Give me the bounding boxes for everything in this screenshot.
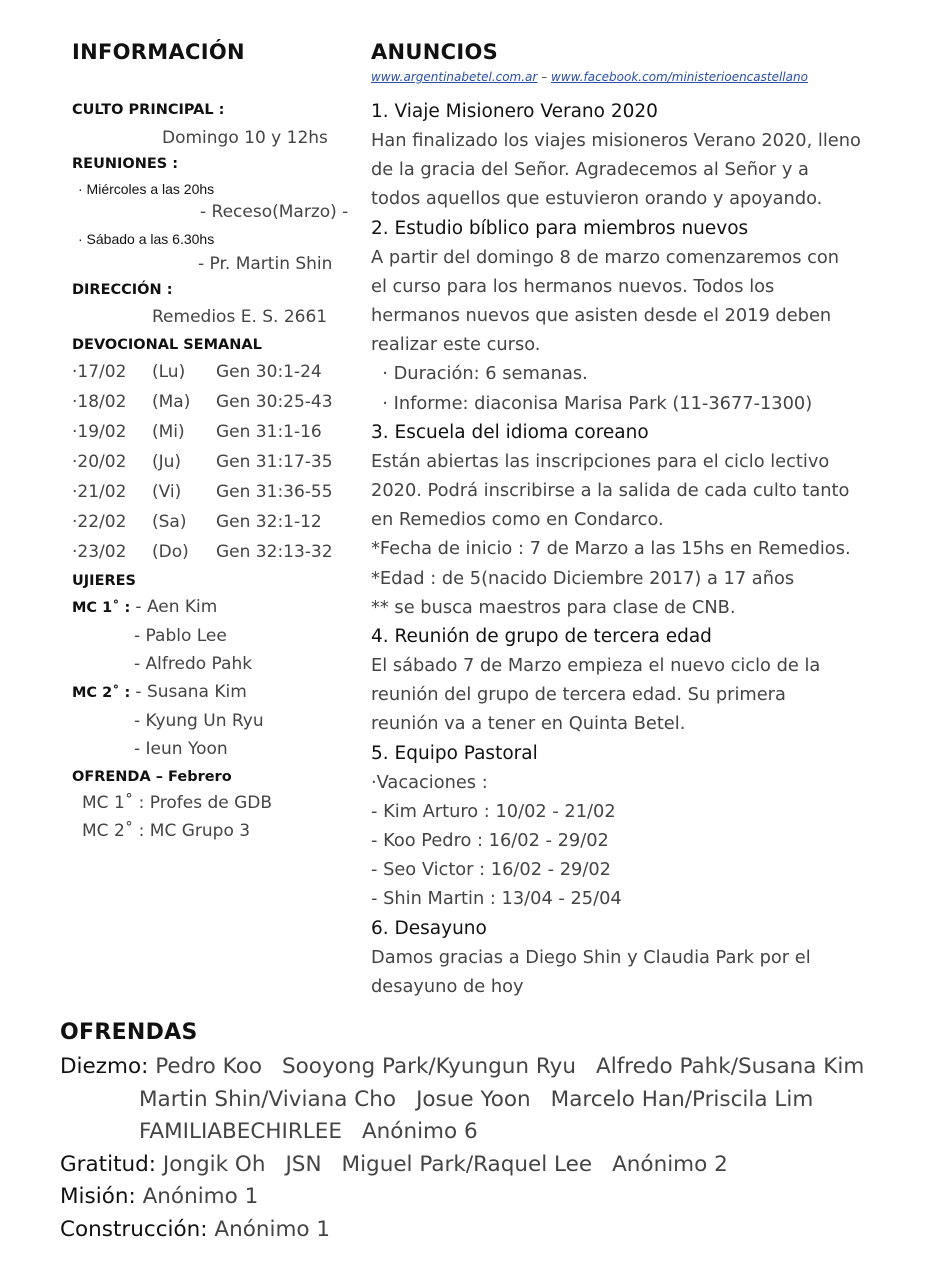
mision-line [60, 1181, 920, 1214]
link-separator: – [537, 70, 551, 84]
donor-name: Miguel Park/Raquel Lee [341, 1151, 593, 1177]
mc2-name: - Kyung Un Ryu [134, 711, 264, 731]
devocional-ref: Gen 30:25-43 [216, 392, 333, 412]
construccion-line [60, 1214, 920, 1247]
anuncio-line: A partir del domingo 8 de marzo comenzaremos con [371, 246, 840, 268]
diezmo-label: Diezmo: [60, 1054, 149, 1079]
info-heading: INFORMACIÓN [72, 40, 245, 64]
devocional-ref: Gen 31:1-16 [216, 422, 322, 442]
devocional-date: ·21/02 [72, 482, 127, 502]
anuncio-line: desayuno de hoy [371, 975, 524, 997]
culto-label: CULTO PRINCIPAL : [72, 102, 225, 118]
anuncio-title: 6. Desayuno [371, 917, 487, 939]
devocional-ref: Gen 31:36-55 [216, 482, 333, 502]
anuncio-line: realizar este curso. [371, 334, 541, 356]
anuncio-line: - Kim Arturo : 10/02 - 21/02 [371, 800, 616, 822]
gratitud-label: Gratitud: [60, 1151, 157, 1177]
mision-label: Misión: [60, 1184, 136, 1209]
donor-name: Martin Shin/Viviana Cho [139, 1086, 397, 1112]
anuncio-line: · Informe: diaconisa Marisa Park (11-3677-1300) [371, 392, 813, 414]
donor-name: Anónimo 1 [214, 1216, 331, 1242]
anuncio-line: - Shin Martin : 13/04 - 25/04 [371, 888, 622, 910]
devocional-label: DEVOCIONAL SEMANAL [72, 337, 262, 353]
anuncios-list [371, 97, 911, 1001]
devocional-date: ·17/02 [72, 362, 127, 382]
anuncio-line: hermanos nuevos que asisten desde el 2019 deben [371, 305, 832, 327]
anuncio-line: *Fecha de inicio : 7 de Marzo a las 15hs en Remedios. [371, 538, 851, 560]
culto-value: Domingo 10 y 12hs [162, 128, 328, 148]
donor-name: Anónimo 1 [142, 1184, 259, 1209]
mc1-group [72, 593, 362, 678]
donor-name: Alfredo Pahk/Susana Kim [596, 1054, 865, 1079]
info-column [72, 40, 362, 845]
donor-name: Josue Yoon [416, 1086, 531, 1112]
devocional-day: (Lu) [152, 362, 186, 382]
devocional-day: (Mi) [152, 422, 185, 442]
donor-name: Marcelo Han/Priscila Lim [550, 1086, 814, 1112]
anuncio-line: - Koo Pedro : 16/02 - 29/02 [371, 830, 609, 852]
anuncio-line: 2020. Podrá inscribirse a la salida de cada culto tanto [371, 480, 850, 502]
mc2-name: - Ieun Yoon [134, 739, 228, 759]
links-line [371, 70, 911, 84]
devocional-date: ·23/02 [72, 542, 127, 562]
devocional-date: ·20/02 [72, 452, 127, 472]
devocional-ref: Gen 32:13-32 [216, 542, 333, 562]
donor-name: Pedro Koo [155, 1054, 262, 1079]
anuncio-title: 4. Reunión de grupo de tercera edad [371, 626, 712, 648]
anuncios-heading: ANUNCIOS [371, 40, 499, 64]
ofrenda-mc2: MC 2˚ : MC Grupo 3 [82, 821, 251, 841]
mc1-name: - Pablo Lee [134, 626, 227, 646]
mc2-label: MC 2˚ : [72, 685, 131, 701]
anuncio-line: · Duración: 6 semanas. [371, 363, 588, 385]
reunion-2: · Sábado a las 6.30hs [78, 231, 215, 247]
mc1-label: MC 1˚ : [72, 600, 131, 616]
reunion-1: · Miércoles a las 20hs [78, 181, 215, 197]
devocional-day: (Vi) [152, 482, 182, 502]
devocional-row [72, 507, 362, 537]
devocional-row [72, 357, 362, 387]
reunion-1-note: - Receso(Marzo) - [200, 202, 349, 222]
devocional-row [72, 537, 362, 567]
website-link[interactable]: www.argentinabetel.com.ar [371, 70, 538, 84]
devocional-row [72, 447, 362, 477]
donor-name: Anónimo 2 [612, 1151, 728, 1177]
donor-name: FAMILIABECHIRLEE [139, 1119, 342, 1144]
devocional-day: (Do) [152, 542, 189, 562]
anuncio-line: todos aquellos que estuvieron orando y apoyando. [371, 188, 823, 210]
diezmo-line-2 [60, 1084, 920, 1117]
direccion-label: DIRECCIÓN : [72, 282, 173, 298]
anuncio-line: ** se busca maestros para clase de CNB. [371, 596, 736, 618]
anuncio-line: de la gracia del Señor. Agradecemos al Señor y a [371, 159, 809, 181]
ofrendas-section [60, 1020, 920, 1246]
donor-name: Jongik Oh [162, 1151, 266, 1177]
donor-name: Anónimo 6 [361, 1119, 478, 1144]
devocional-list [72, 357, 362, 567]
anuncio-line: Damos gracias a Diego Shin y Claudia Park por el [371, 946, 811, 968]
gratitud-line [60, 1149, 920, 1182]
ofrenda-mc1: MC 1˚ : Profes de GDB [82, 793, 273, 813]
facebook-link[interactable]: www.facebook.com/ministerioencastellano [551, 70, 808, 84]
devocional-row [72, 387, 362, 417]
anuncio-line: Han finalizado los viajes misioneros Verano 2020, lleno [371, 130, 861, 151]
devocional-day: (Ma) [152, 392, 191, 412]
anuncio-title: 5. Equipo Pastoral [371, 742, 538, 764]
devocional-ref: Gen 31:17-35 [216, 452, 333, 472]
mc2-group [72, 678, 362, 763]
diezmo-line [60, 1051, 920, 1084]
diezmo-line-3 [60, 1116, 920, 1149]
devocional-ref: Gen 32:1-12 [216, 512, 322, 532]
devocional-ref: Gen 30:1-24 [216, 362, 322, 382]
anuncio-title: 1. Viaje Misionero Verano 2020 [371, 101, 658, 122]
donor-name: JSN [285, 1151, 322, 1177]
ujieres-label: UJIERES [72, 573, 136, 589]
anuncio-line: El sábado 7 de Marzo empieza el nuevo ciclo de la [371, 655, 821, 677]
devocional-row [72, 477, 362, 507]
mc1-name: - Aen Kim [135, 597, 218, 617]
anuncio-line: en Remedios como en Condarco. [371, 509, 664, 531]
ofrenda-label: OFRENDA – Febrero [72, 769, 232, 785]
anuncio-line: - Seo Victor : 16/02 - 29/02 [371, 859, 611, 881]
devocional-day: (Ju) [152, 452, 182, 472]
anuncio-line: *Edad : de 5(nacido Diciembre 2017) a 17 años [371, 567, 795, 589]
anuncio-line: Están abiertas las inscripciones para el ciclo lectivo [371, 450, 830, 472]
devocional-date: ·22/02 [72, 512, 127, 532]
donor-name: Sooyong Park/Kyungun Ryu [282, 1054, 577, 1079]
reuniones-label: REUNIONES : [72, 156, 179, 172]
anuncio-title: 2. Estudio bíblico para miembros nuevos [371, 217, 749, 239]
anuncio-line: ·Vacaciones : [371, 771, 488, 793]
anuncio-line: el curso para los hermanos nuevos. Todos los [371, 275, 775, 297]
reunion-2-note: - Pr. Martin Shin [198, 254, 333, 274]
anuncio-title: 3. Escuela del idioma coreano [371, 421, 649, 443]
devocional-row [72, 417, 362, 447]
construccion-label: Construcción: [60, 1216, 208, 1242]
direccion-value: Remedios E. S. 2661 [152, 307, 328, 327]
mc2-name: - Susana Kim [135, 682, 247, 702]
anuncio-line: reunión va a tener en Quinta Betel. [371, 713, 686, 735]
anuncios-column [371, 40, 911, 1001]
anuncio-line: reunión del grupo de tercera edad. Su primera [371, 684, 786, 706]
devocional-date: ·18/02 [72, 392, 127, 412]
devocional-date: ·19/02 [72, 422, 127, 442]
mc1-name: - Alfredo Pahk [134, 654, 253, 674]
devocional-day: (Sa) [152, 512, 187, 532]
ofrendas-heading: OFRENDAS [60, 1020, 198, 1045]
